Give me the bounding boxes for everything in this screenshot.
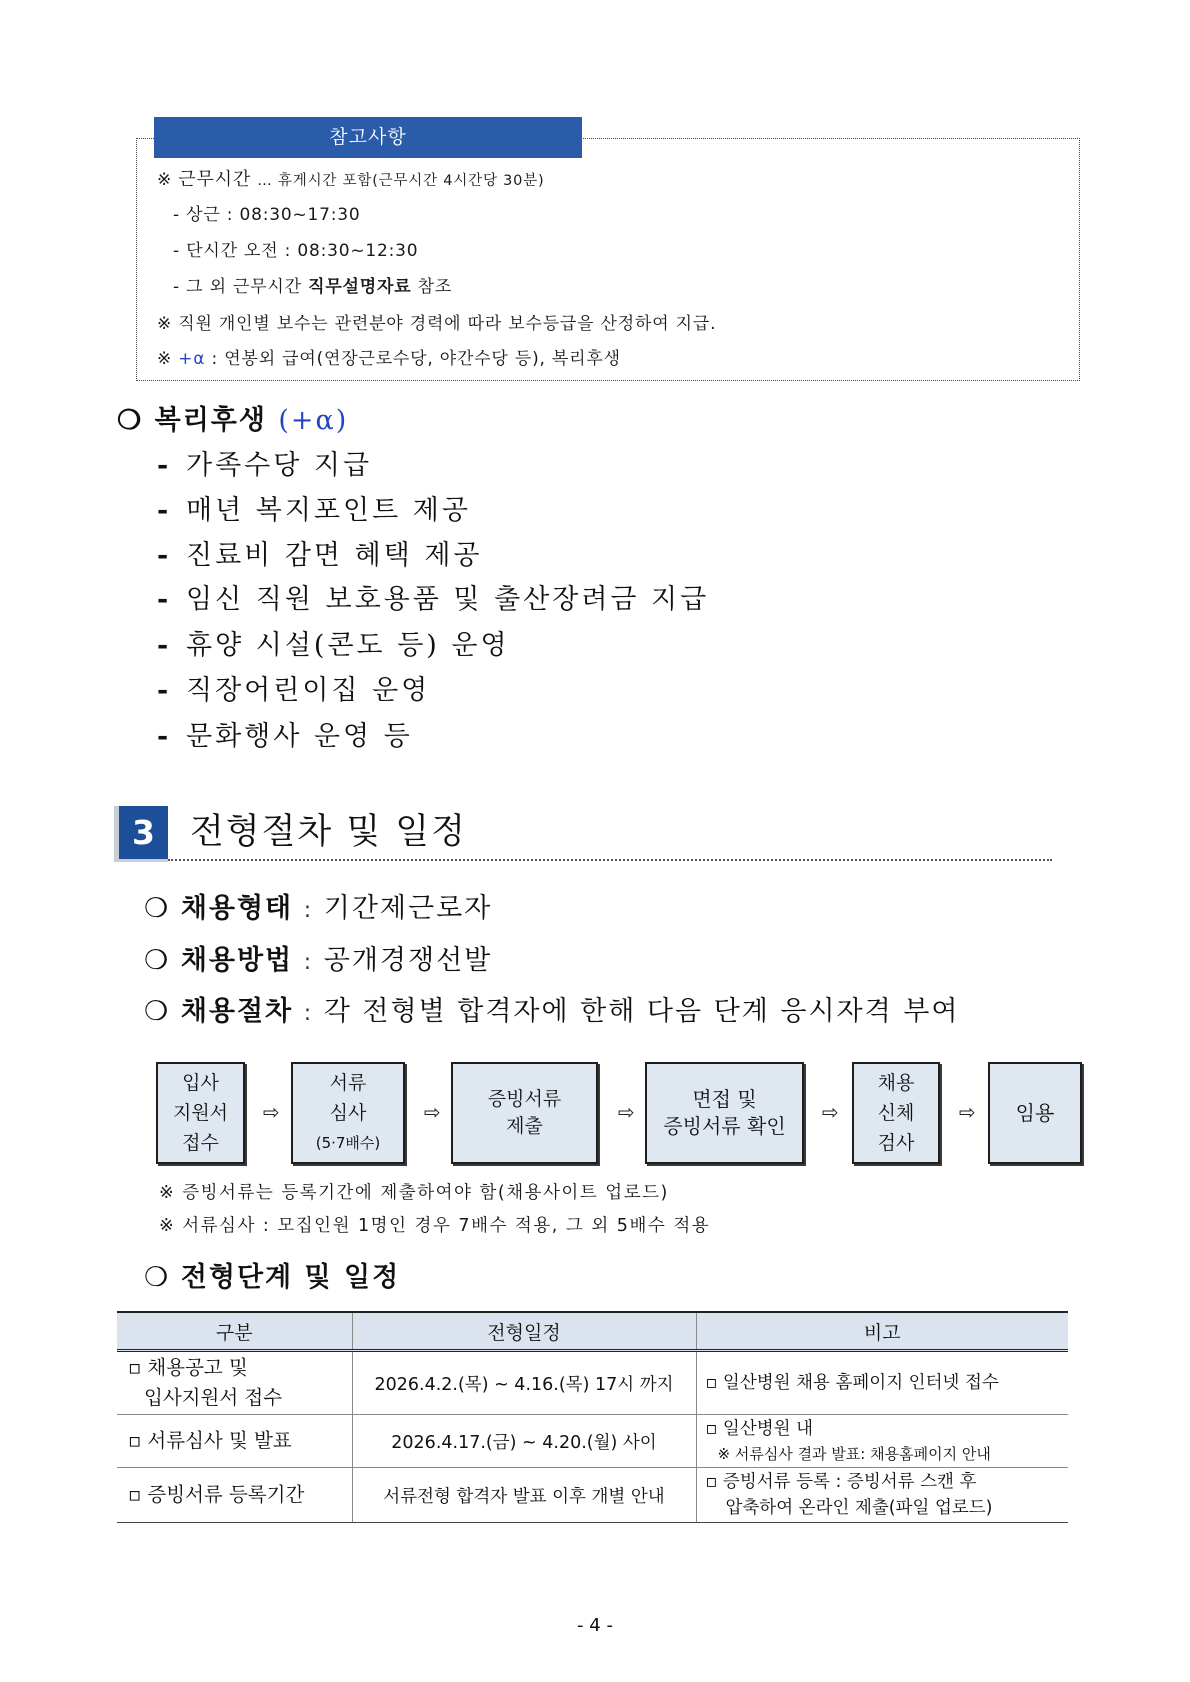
welfare-heading-text: 복리후생 (154, 405, 267, 436)
note-line: ▫ 일산병원 내 (705, 1418, 814, 1439)
job-description-ref: 직무설명자료 (308, 277, 412, 297)
bullet-label: 채용방법 (180, 945, 294, 976)
flow-arrow-icon: ⇨ (424, 1100, 441, 1124)
column-header: 비고 (696, 1312, 1068, 1351)
bullet-value: 각 전형별 합격자에 한해 다음 단계 응시자격 부여 (323, 996, 960, 1027)
bullet-value: 공개경쟁선발 (323, 945, 493, 976)
welfare-item-text: 가족수당 지급 (186, 450, 373, 481)
note-cell (696, 1468, 1068, 1523)
welfare-item-text: 매년 복지포인트 제공 (186, 495, 471, 526)
dash-bullet: - (157, 540, 172, 571)
hiring-procedure-bullet (144, 995, 959, 1031)
flow-arrow-icon: ⇨ (263, 1100, 280, 1124)
circle-bullet-icon: ❍ (144, 1262, 171, 1293)
circle-bullet-icon: ❍ (144, 945, 171, 976)
welfare-item (157, 583, 709, 617)
table-row (117, 1351, 1068, 1415)
schedule-heading-text: 전형단계 및 일정 (180, 1262, 401, 1293)
reference-title: 참고사항 (154, 117, 582, 158)
bullet-label: 채용절차 (180, 996, 294, 1027)
employment-type-bullet (144, 892, 492, 928)
flow-step-interview (645, 1062, 804, 1164)
circle-bullet-icon: ❍ (144, 893, 171, 924)
schedule-table (117, 1311, 1068, 1523)
welfare-item (157, 449, 372, 483)
note-cell (696, 1415, 1068, 1468)
flow-arrow-icon: ⇨ (959, 1100, 976, 1124)
column-header: 전형일정 (352, 1312, 696, 1351)
flow-step-line: 입사 (182, 1072, 219, 1094)
flow-step-line: 서류 (329, 1072, 367, 1094)
category-line: ▫ 증빙서류 등록기간 (128, 1483, 305, 1506)
flow-arrow-icon: ⇨ (618, 1100, 635, 1124)
other-hours-suffix: 참조 (417, 277, 453, 297)
salary-note: ※ 직원 개인별 보수는 관련분야 경력에 따라 보수등급을 산정하여 지급. (157, 314, 717, 334)
note-cell (696, 1351, 1068, 1415)
welfare-item (157, 539, 483, 573)
section-title: 전형절차 및 일정 (190, 812, 467, 852)
note-mark: ※ (157, 170, 173, 190)
bullet-separator: : (303, 898, 314, 923)
welfare-item-text: 문화행사 운영 등 (186, 721, 413, 752)
category-cell (117, 1468, 352, 1523)
flow-step-line: 임용 (1015, 1101, 1055, 1125)
dash-bullet: - (157, 495, 172, 526)
alpha-note-text: : 연봉외 급여(연장근로수당, 야간수당 등), 복리후생 (211, 349, 621, 369)
work-hours-note (157, 168, 544, 193)
schedule-cell: 2026.4.2.(목) ~ 4.16.(목) 17시 까지 (352, 1351, 696, 1415)
flow-step-line: 검사 (877, 1132, 915, 1154)
page-number: - 4 - (577, 1615, 613, 1636)
welfare-heading-suffix: (+α) (278, 405, 349, 436)
note-line: ▫ 일산병원 채용 홈페이지 인터넷 접수 (705, 1373, 999, 1393)
parttime-morning-hours: - 단시간 오전 : 08:30~12:30 (173, 241, 419, 261)
bullet-label: 채용형태 (180, 893, 294, 924)
flow-step-line: 신체 (877, 1102, 915, 1124)
section-divider (168, 859, 1052, 861)
work-hours-label: 근무시간 (178, 169, 252, 190)
flow-step-line: 심사 (329, 1102, 367, 1124)
column-header: 구분 (117, 1312, 352, 1351)
category-line: ▫ 서류심사 및 발표 (128, 1429, 292, 1452)
welfare-item (157, 629, 510, 663)
table-row (117, 1415, 1068, 1468)
welfare-item (157, 494, 471, 528)
dash-bullet: - (157, 675, 172, 706)
section-number-badge: 3 (114, 806, 168, 862)
flow-step-line: 제출 (506, 1115, 543, 1137)
flow-step-proof-submission (451, 1062, 598, 1164)
category-cell (117, 1351, 352, 1415)
alpha-symbol: +α (178, 349, 206, 369)
welfare-item-text: 임신 직원 보호용품 및 출산장려금 지급 (186, 584, 710, 615)
procedure-note: ※ 증빙서류는 등록기간에 제출하여야 함(채용사이트 업로드) (159, 1183, 669, 1203)
bullet-separator: : (303, 1001, 314, 1026)
hiring-method-bullet (144, 944, 492, 980)
circle-bullet-icon: ❍ (144, 996, 171, 1027)
flow-step-line: 채용 (877, 1072, 915, 1094)
flow-step-line: 증빙서류 (487, 1088, 562, 1110)
schedule-cell: 2026.4.17.(금) ~ 4.20.(월) 사이 (352, 1415, 696, 1468)
flow-step-application (156, 1062, 245, 1164)
bullet-separator: : (303, 950, 314, 975)
category-cell (117, 1415, 352, 1468)
dash-bullet: - (157, 630, 172, 661)
alpha-note (157, 347, 621, 371)
dash-bullet: - (157, 450, 172, 481)
schedule-cell: 서류전형 합격자 발표 이후 개별 안내 (352, 1468, 696, 1523)
note-line: ※ 서류심사 결과 발표: 채용홈페이지 안내 (717, 1444, 991, 1463)
welfare-item-text: 휴양 시설(콘도 등) 운영 (186, 630, 510, 661)
dash-bullet: - (157, 721, 172, 752)
note-line: 압축하여 온라인 제출(파일 업로드) (725, 1498, 993, 1518)
other-hours-note (173, 275, 452, 299)
welfare-item-text: 진료비 감면 혜택 제공 (186, 540, 483, 571)
flow-step-line: 증빙서류 확인 (663, 1114, 786, 1138)
fulltime-hours: - 상근 : 08:30~17:30 (173, 205, 361, 225)
schedule-heading (144, 1261, 400, 1295)
note-mark: ※ (157, 349, 173, 369)
flow-step-appointment (988, 1062, 1082, 1164)
welfare-item-text: 직장어린이집 운영 (186, 675, 431, 706)
other-hours-prefix: - 그 외 근무시간 (173, 277, 302, 297)
category-line: 입사지원서 접수 (144, 1386, 283, 1409)
flow-arrow-icon: ⇨ (822, 1100, 839, 1124)
flow-step-line: 접수 (182, 1132, 219, 1154)
welfare-item (157, 720, 413, 754)
welfare-heading (117, 404, 348, 438)
welfare-item (157, 674, 430, 708)
flow-step-line: 지원서 (172, 1102, 229, 1124)
dash-bullet: - (157, 584, 172, 615)
circle-bullet-icon: ❍ (117, 405, 144, 436)
flow-step-line: (5·7배수) (315, 1134, 381, 1152)
category-line: ▫ 채용공고 및 (128, 1356, 248, 1379)
flow-step-medical-exam (852, 1062, 940, 1164)
procedure-note: ※ 서류심사 : 모집인원 1명인 경우 7배수 적용, 그 외 5배수 적용 (159, 1216, 711, 1236)
work-hours-detail: … 휴게시간 포함(근무시간 4시간당 30분) (257, 173, 545, 189)
table-row (117, 1468, 1068, 1523)
flow-step-line: 면접 및 (692, 1087, 757, 1111)
bullet-value: 기간제근로자 (323, 893, 493, 924)
note-line: ▫ 증빙서류 등록 : 증빙서류 스캔 후 (705, 1472, 977, 1492)
table-header-row (117, 1312, 1068, 1351)
flow-step-document-review (291, 1062, 405, 1164)
